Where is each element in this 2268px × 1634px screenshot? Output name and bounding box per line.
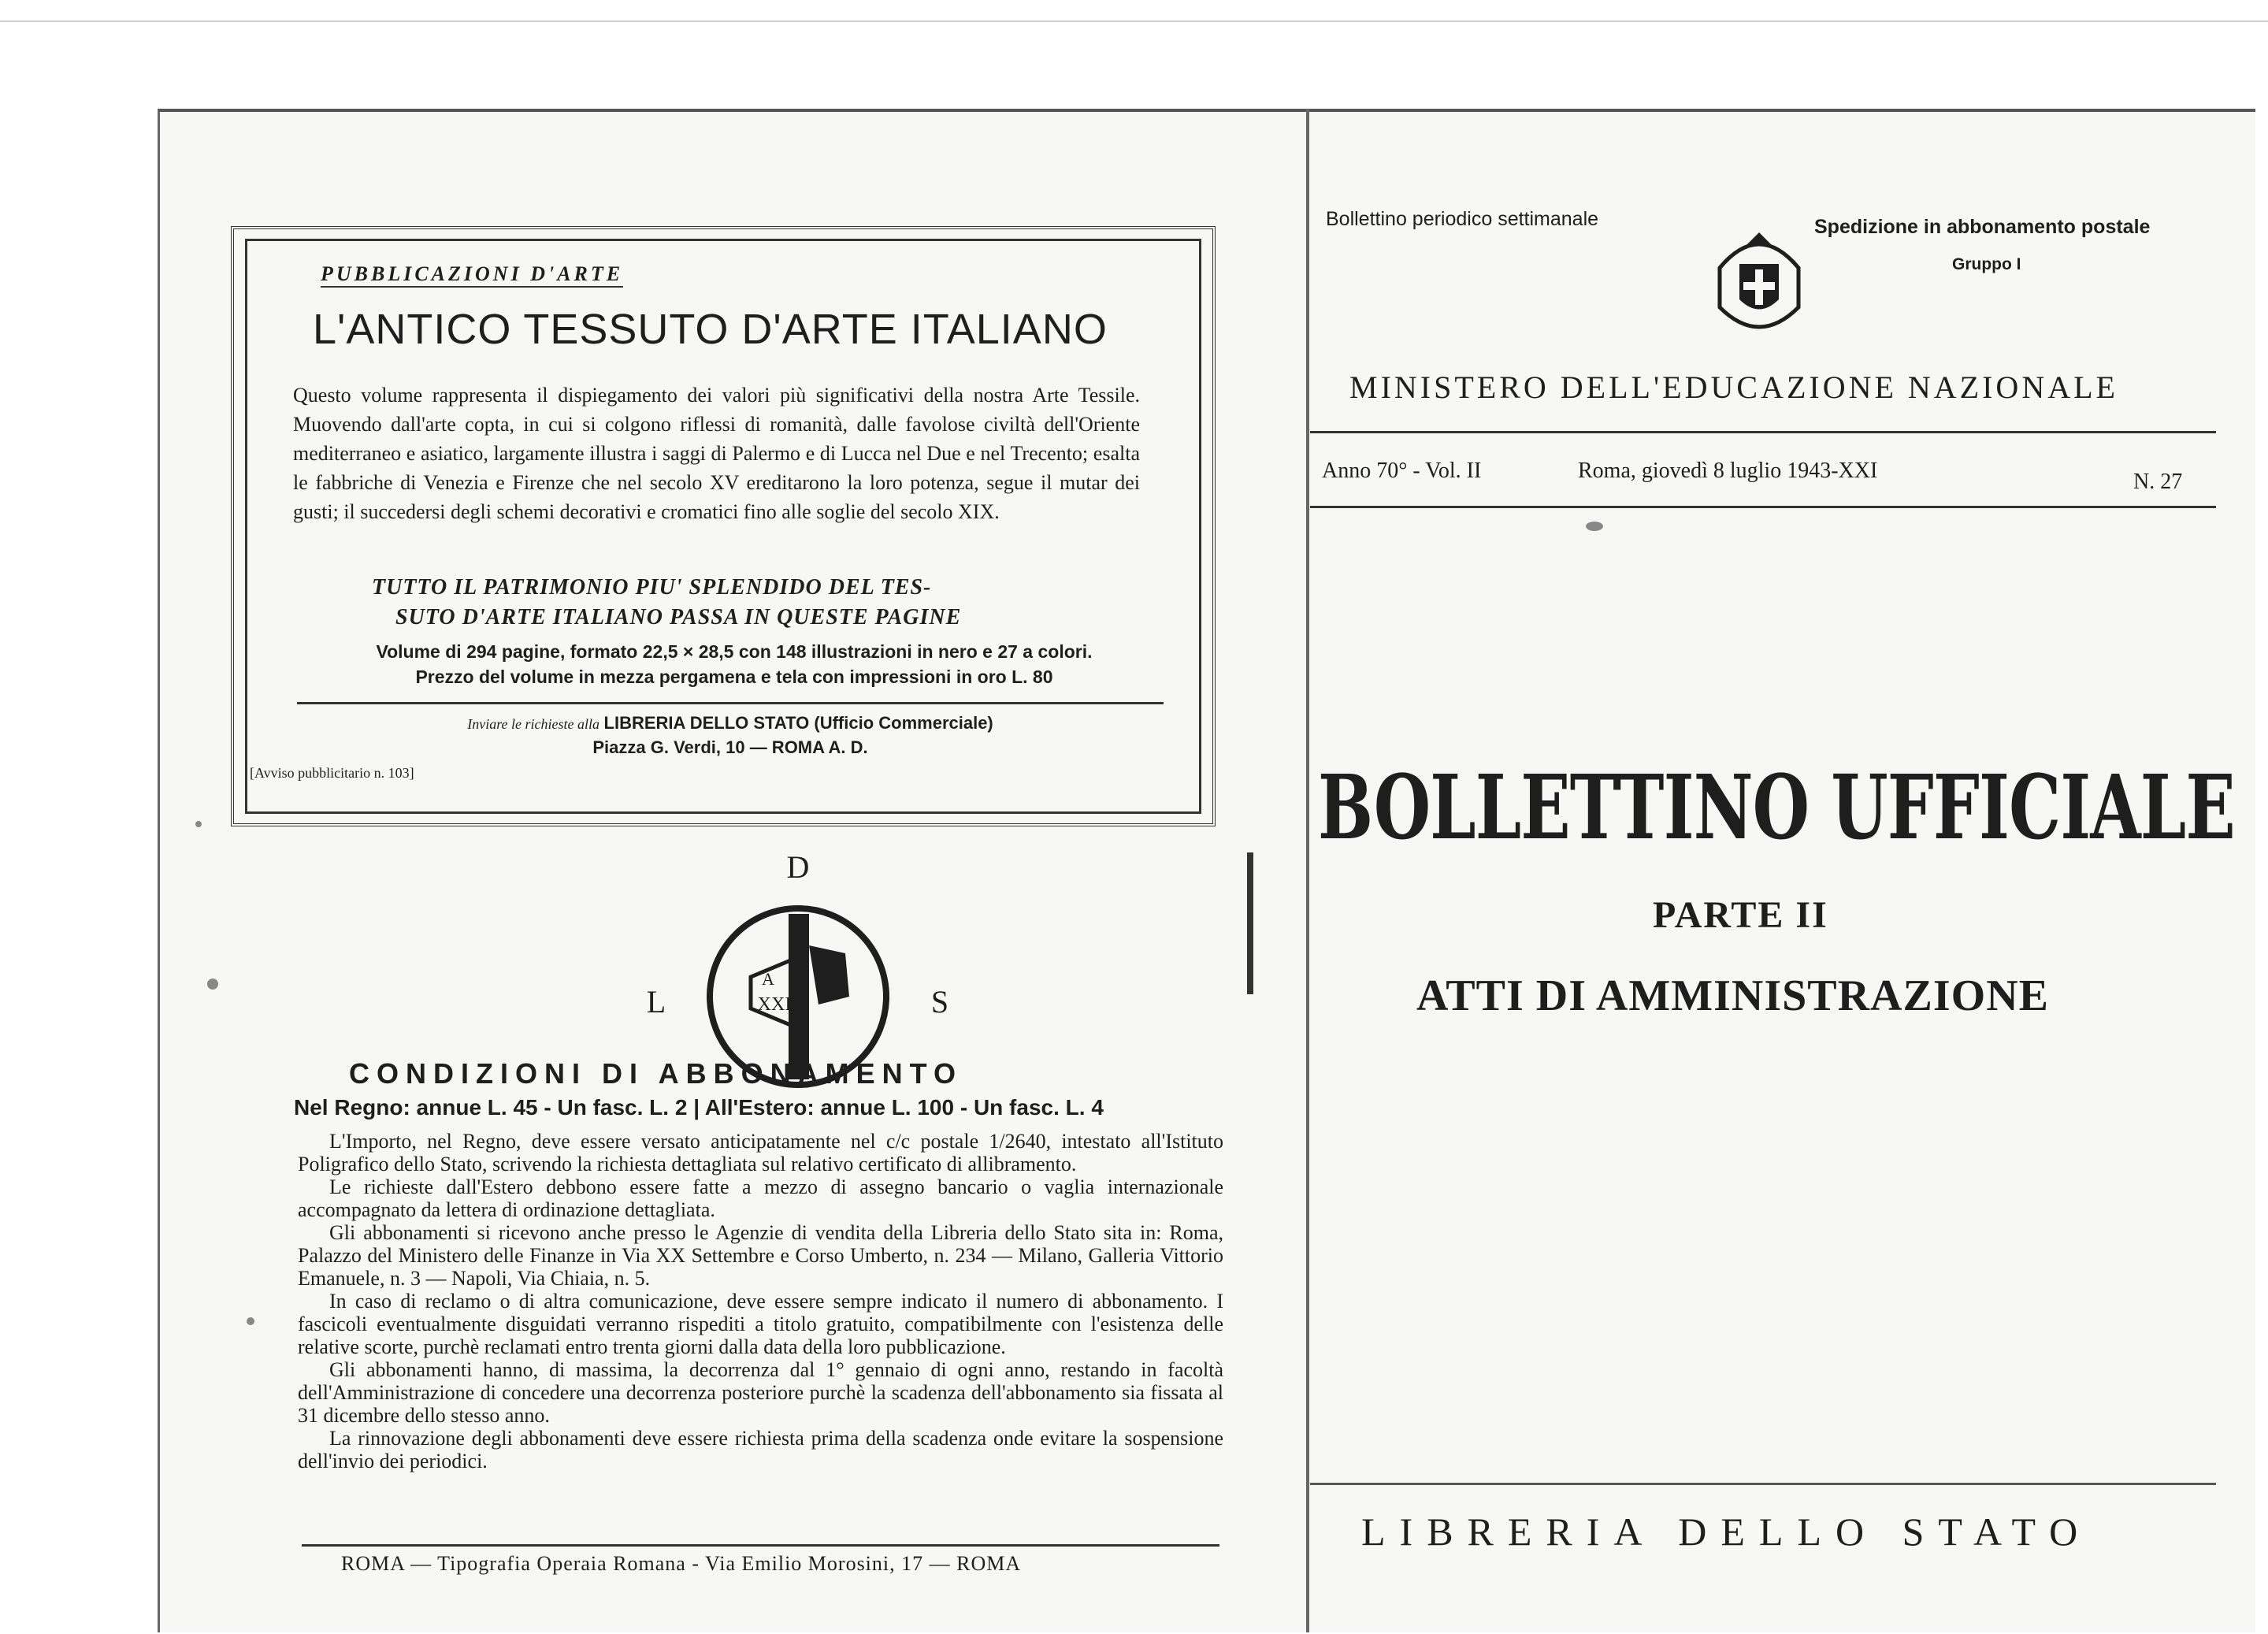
footer-rule xyxy=(1310,1483,2216,1485)
crest-crown xyxy=(1747,232,1771,244)
emblem-axe-blade xyxy=(809,945,849,1005)
bulletin-title: BOLLETTINO UFFICIALE xyxy=(1318,756,2235,860)
crest-cross-horizontal xyxy=(1743,282,1775,290)
issue-date: Roma, giovedì 8 luglio 1943-XXI xyxy=(1578,459,1878,483)
header-rule-bottom xyxy=(1310,506,2216,508)
ad-notice-number: [Avviso pubblicitario n. 103] xyxy=(250,765,414,781)
ad-send-prefix: Inviare le richieste alla xyxy=(467,716,600,732)
scan-speck xyxy=(207,979,218,990)
ad-title: L'ANTICO TESSUTO D'ARTE ITALIANO xyxy=(313,306,1108,353)
ad-highlight-line-2: SUTO D'ARTE ITALIANO PASSA IN QUESTE PAGINE xyxy=(395,605,962,629)
center-fold xyxy=(1306,109,1309,1632)
emblem-inner-top: A xyxy=(762,969,774,989)
ad-order-info xyxy=(313,711,1148,759)
ad-volume-info xyxy=(297,639,1171,689)
issue-number: N. 27 xyxy=(2133,470,2183,494)
emblem-inner-bottom: XXI xyxy=(757,994,792,1015)
periodical-note: Bollettino periodico settimanale xyxy=(1326,208,1599,230)
scanned-spread xyxy=(158,109,2255,1632)
ad-send-address: Piazza G. Verdi, 10 — ROMA A. D. xyxy=(592,737,868,757)
postal-note: Spedizione in abbonamento postale xyxy=(1814,216,2151,238)
savoy-crest-icon xyxy=(1704,221,1814,347)
ad-highlight-line-1: TUTTO IL PATRIMONIO PIU' SPLENDIDO DEL TES- xyxy=(372,575,932,600)
conditions-body xyxy=(298,1130,1223,1472)
conditions-prices: Nel Regno: annue L. 45 - Un fasc. L. 2 | All'Estero: annue L. 100 - Un fasc. L. 4 xyxy=(294,1095,1104,1120)
scan-speck xyxy=(195,821,202,827)
conditions-paragraph: Gli abbonamenti si ricevono anche presso le Agenzie di vendita della Libreria dello Stato sita in: Roma, Palazzo del Ministero delle Finanze in Via XX Settembre e Corso Umberto, n. 234 — Milano, Galleria Vittorio Emanuele, n. 3 — Napoli, Via Chiaia, n. 5. xyxy=(298,1221,1223,1290)
emblem-letter-top: D xyxy=(786,851,810,885)
conditions-paragraph: La rinnovazione degli abbonamenti deve essere richiesta prima della scadenza onde evitare la sospensione dell'invio dei periodici. xyxy=(298,1427,1223,1472)
ministry-name: MINISTERO DELL'EDUCAZIONE NAZIONALE xyxy=(1349,370,2118,405)
ad-price-line: Prezzo del volume in mezza pergamena e tela con impressioni in oro L. 80 xyxy=(415,667,1053,687)
conditions-paragraph: In caso di reclamo o di altra comunicazione, deve essere sempre indicato il numero di abbonamento. I fascicoli eventualmente disguidati verranno rispediti a titolo gratuito, compatibilmente con l'esistenza delle relative scorte, purchè reclamati entro trenta giorni dalla data della loro pubblicazione. xyxy=(298,1290,1223,1358)
scan-speck xyxy=(1586,522,1603,531)
printer-footer: ROMA — Tipografia Operaia Romana - Via Emilio Morosini, 17 — ROMA xyxy=(341,1552,1022,1575)
conditions-paragraph: Le richieste dall'Estero debbono essere fatte a mezzo di assegno bancario o vaglia internazionale accompagnato da lettera di ordinazione dettagliata. xyxy=(298,1175,1223,1221)
scan-speck xyxy=(247,1317,254,1325)
header-rule-top xyxy=(1310,431,2216,433)
emblem-letter-left: L xyxy=(646,984,666,1019)
advertisement-box xyxy=(231,226,1216,826)
emblem-letter-right: S xyxy=(930,984,949,1019)
fold-mark xyxy=(1247,852,1253,994)
ad-category: PUBBLICAZIONI D'ARTE xyxy=(321,262,623,288)
postal-group: Gruppo I xyxy=(1952,255,2021,273)
section-title: ATTI DI AMMINISTRAZIONE xyxy=(1416,971,2049,1020)
conditions-title: CONDIZIONI DI ABBONAMENTO xyxy=(349,1057,963,1090)
issue-year-volume: Anno 70° - Vol. II xyxy=(1322,459,1482,483)
ad-separator xyxy=(297,702,1164,704)
conditions-paragraph: L'Importo, nel Regno, deve essere versato anticipatamente nel c/c postale 1/2640, intestato all'Istituto Poligrafico dello Stato, scrivendo la richiesta dettagliata sul relativo certificato di allibramento. xyxy=(298,1130,1223,1175)
conditions-paragraph: Gli abbonamenti hanno, di massima, la decorrenza dal 1° gennaio di ogni anno, restando in facoltà dell'Amministrazione di concedere una decorrenza posteriore purchè la scadenza dell'abbonamento sia fissata al 31 dicembre dello stesso anno. xyxy=(298,1358,1223,1427)
conditions-bottom-rule xyxy=(302,1544,1219,1547)
ad-send-office: LIBRERIA DELLO STATO (Ufficio Commerciale) xyxy=(603,713,993,733)
ad-body-text: Questo volume rappresenta il dispiegamento dei valori più significativi della nostra Arte Tessile. Muovendo dall'arte copta, in cui si colgono riflessi di romanità, dalle favolose civiltà dell'Oriente mediterraneo e asiatico, largamente illustra i saggi di Palermo e di Lucca nel Due e nel Trecento; esalta le fabbriche di Venezia e Firenze che nel secolo XV ereditarono la loro potenza, segue il mutar dei gusti; il succedersi degli schemi decorativi e cromatici fino alle soglie del secolo XIX. xyxy=(293,384,1140,523)
ad-volume-line: Volume di 294 pagine, formato 22,5 × 28,5 con 148 illustrazioni in nero e 27 a colori. xyxy=(376,641,1093,662)
publisher-name: LIBRERIA DELLO STATO xyxy=(1361,1510,2092,1554)
ad-highlight xyxy=(372,573,1081,633)
part-label: PARTE II xyxy=(1653,894,1828,936)
scan-top-edge xyxy=(0,20,2268,22)
